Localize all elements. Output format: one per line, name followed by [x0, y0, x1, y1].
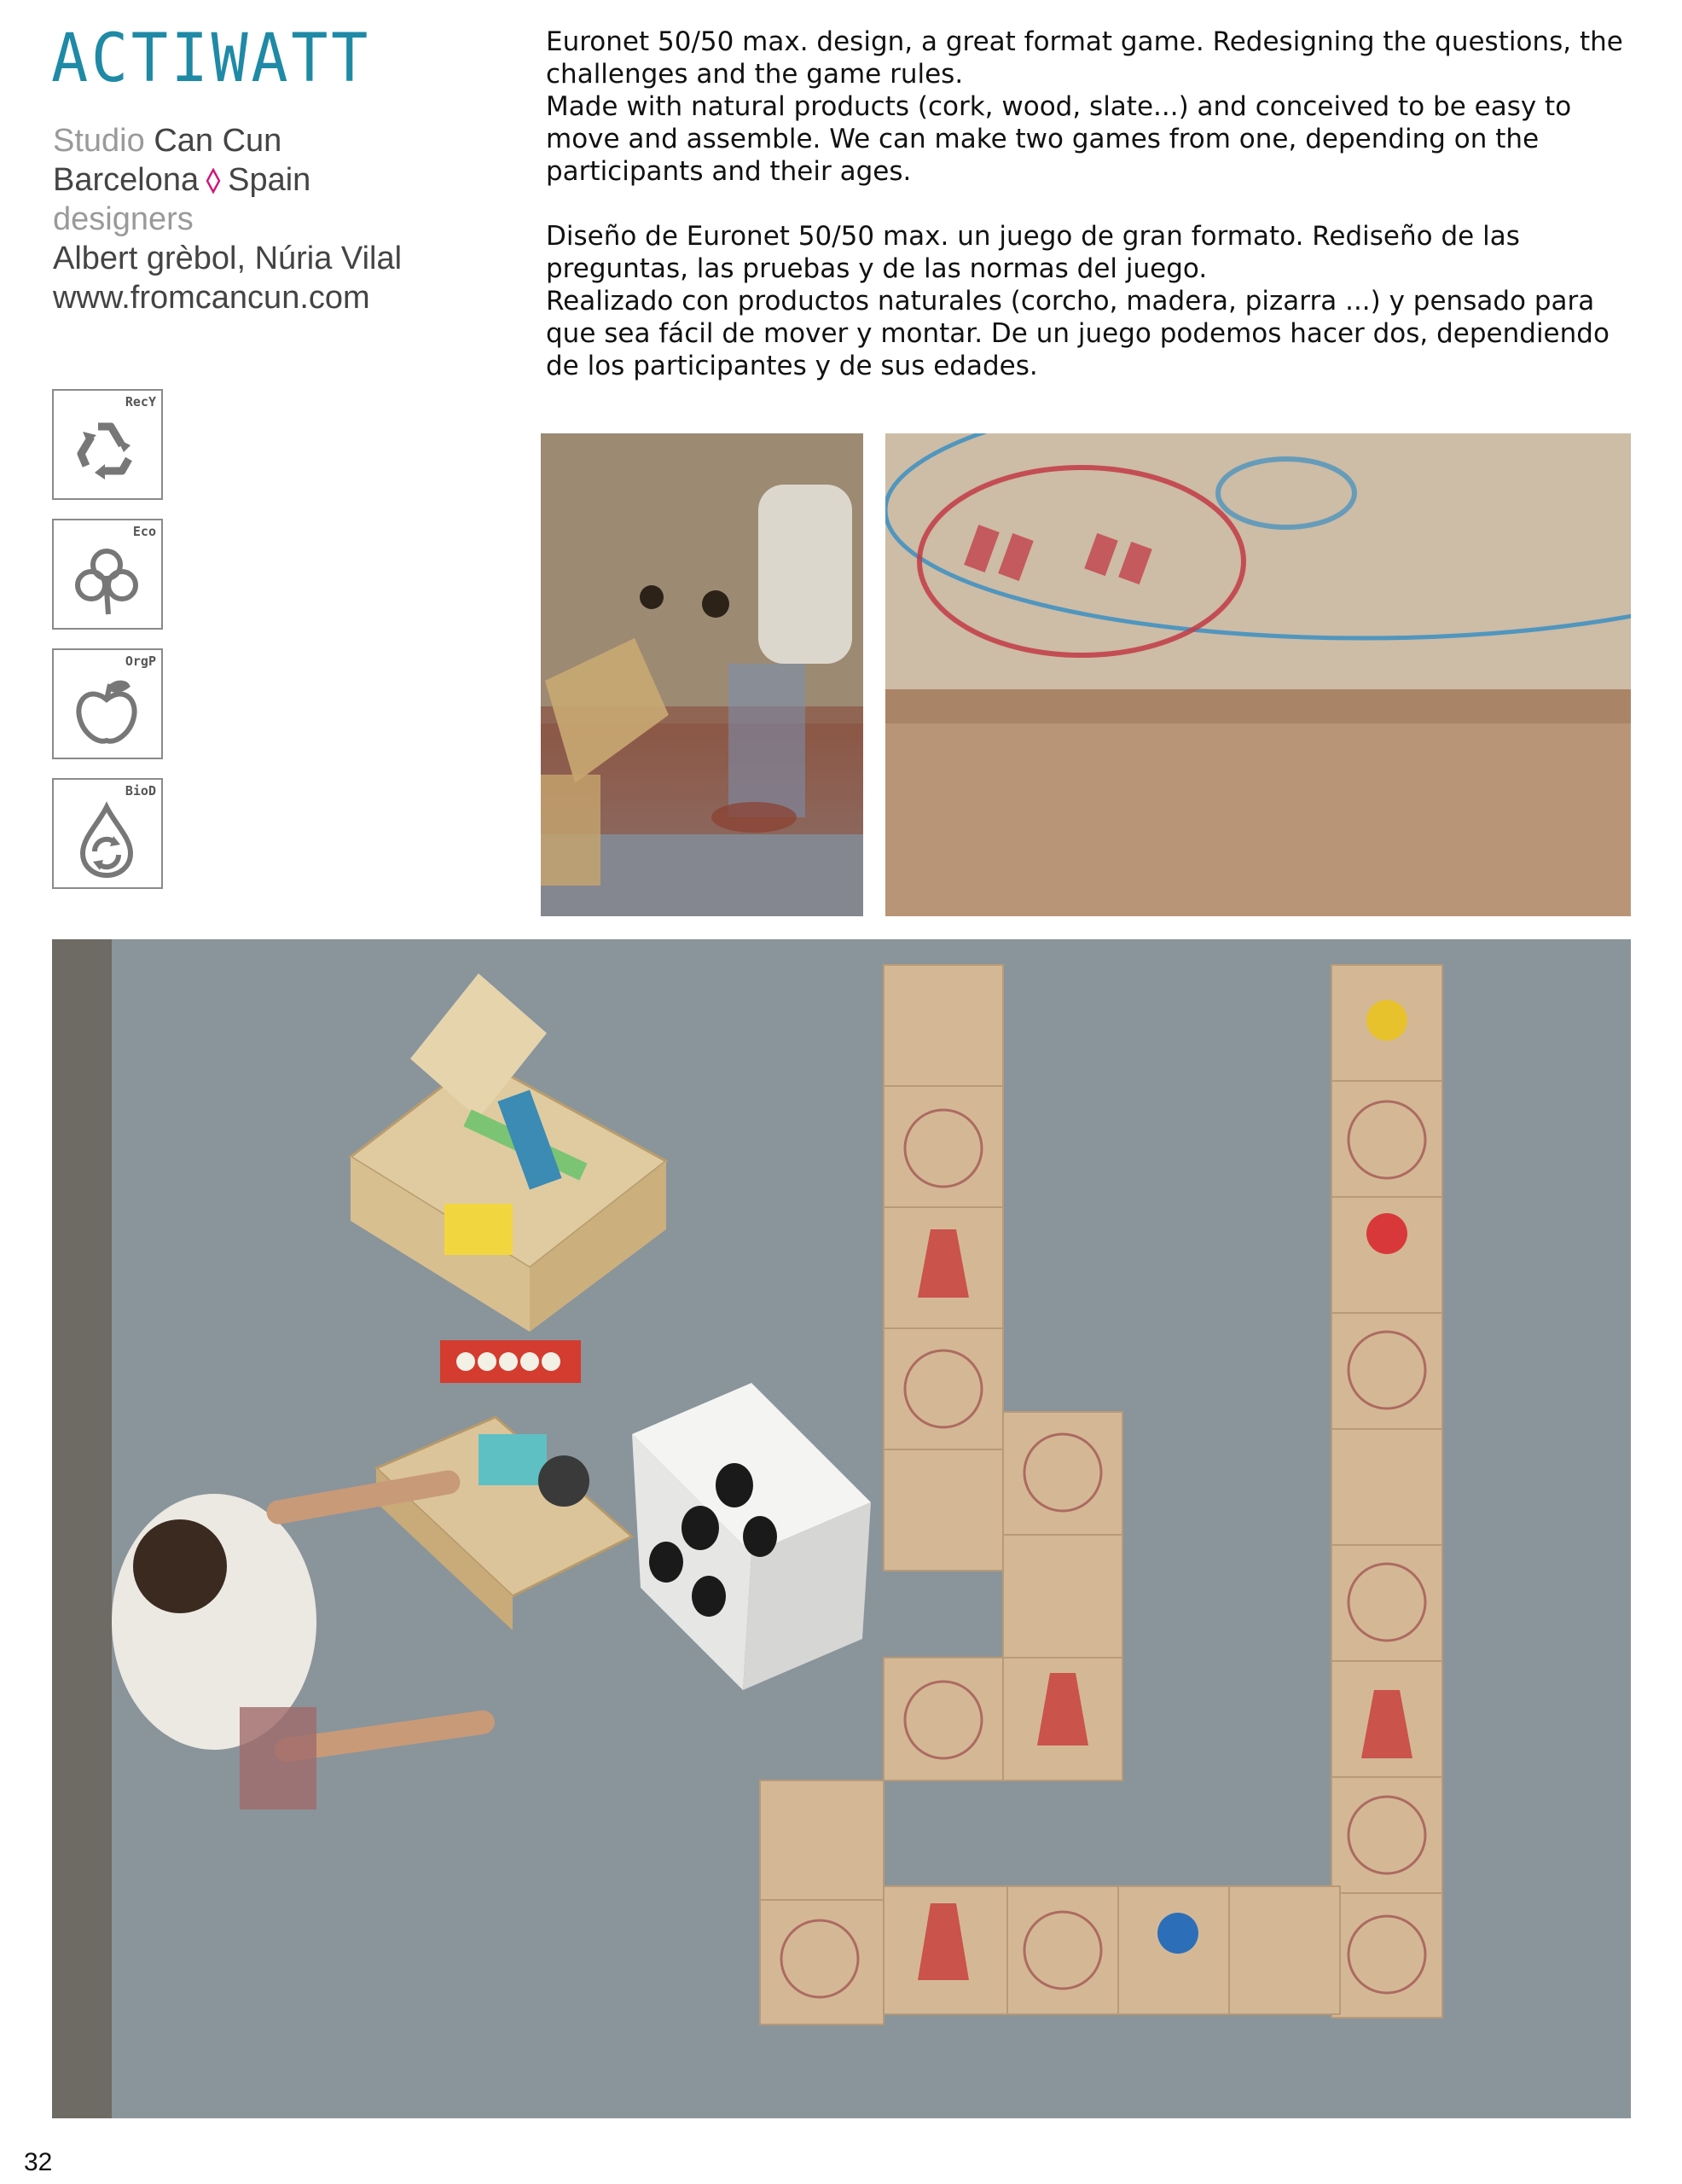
diamond-icon [206, 168, 221, 194]
biodegradable-badge [52, 778, 163, 889]
designers-names: Albert grèbol, Núria Vilal [53, 241, 403, 276]
project-title: ACTIWATT [51, 20, 372, 97]
spanish-paragraph-1: Diseño de Euronet 50/50 max. un juego de gran formato. Rediseño de las preguntas, las pruebas y de las normas del juego. [546, 221, 1520, 284]
badge-tag: BioD [125, 783, 156, 799]
badge-tag: RecY [125, 394, 156, 410]
studio-name: Can Cun [154, 123, 282, 159]
spanish-paragraph-2: Realizado con productos naturales (corcho, madera, pizarra ...) y pensado para que sea fácil de mover y montar. De un juego podemos hacer dos, dependiendo de los participantes y de sus edades. [546, 286, 1610, 381]
english-paragraph-2: Made with natural products (cork, wood, slate...) and conceived to be easy to move and assemble. We can make two games from one, depending on the participants and their ages. [546, 91, 1572, 187]
city: Barcelona [53, 162, 200, 198]
clover-icon [64, 539, 149, 624]
eco-badge [52, 519, 163, 630]
studio-line [53, 121, 402, 160]
recycle-badge [52, 389, 163, 500]
country: Spain [228, 162, 311, 198]
photo-cork-board-image [885, 433, 1631, 916]
designers-label: designers [53, 201, 194, 237]
biodegradable-drop-icon [64, 799, 149, 884]
photo-person-carrying-box [541, 433, 863, 916]
photo-person-carrying-box-image [541, 433, 863, 916]
recycle-icon [64, 410, 149, 495]
photo-board-game-overhead-image [52, 939, 1631, 2118]
page-number: 32 [24, 2148, 53, 2176]
badge-tag: OrgP [125, 653, 156, 669]
apple-icon [64, 669, 149, 754]
website-link[interactable]: www.fromcancun.com [53, 280, 370, 316]
description-text [546, 26, 1646, 382]
location-line [53, 160, 402, 200]
english-paragraph-1: Euronet 50/50 max. design, a great format game. Redesigning the questions, the challenges and the game rules. [546, 26, 1623, 90]
organic-badge [52, 648, 163, 759]
studio-label: Studio [53, 123, 145, 159]
credits-block [53, 121, 402, 317]
photo-cork-board [885, 433, 1631, 916]
photo-board-game-overhead [52, 939, 1631, 2118]
badge-tag: Eco [132, 524, 156, 539]
